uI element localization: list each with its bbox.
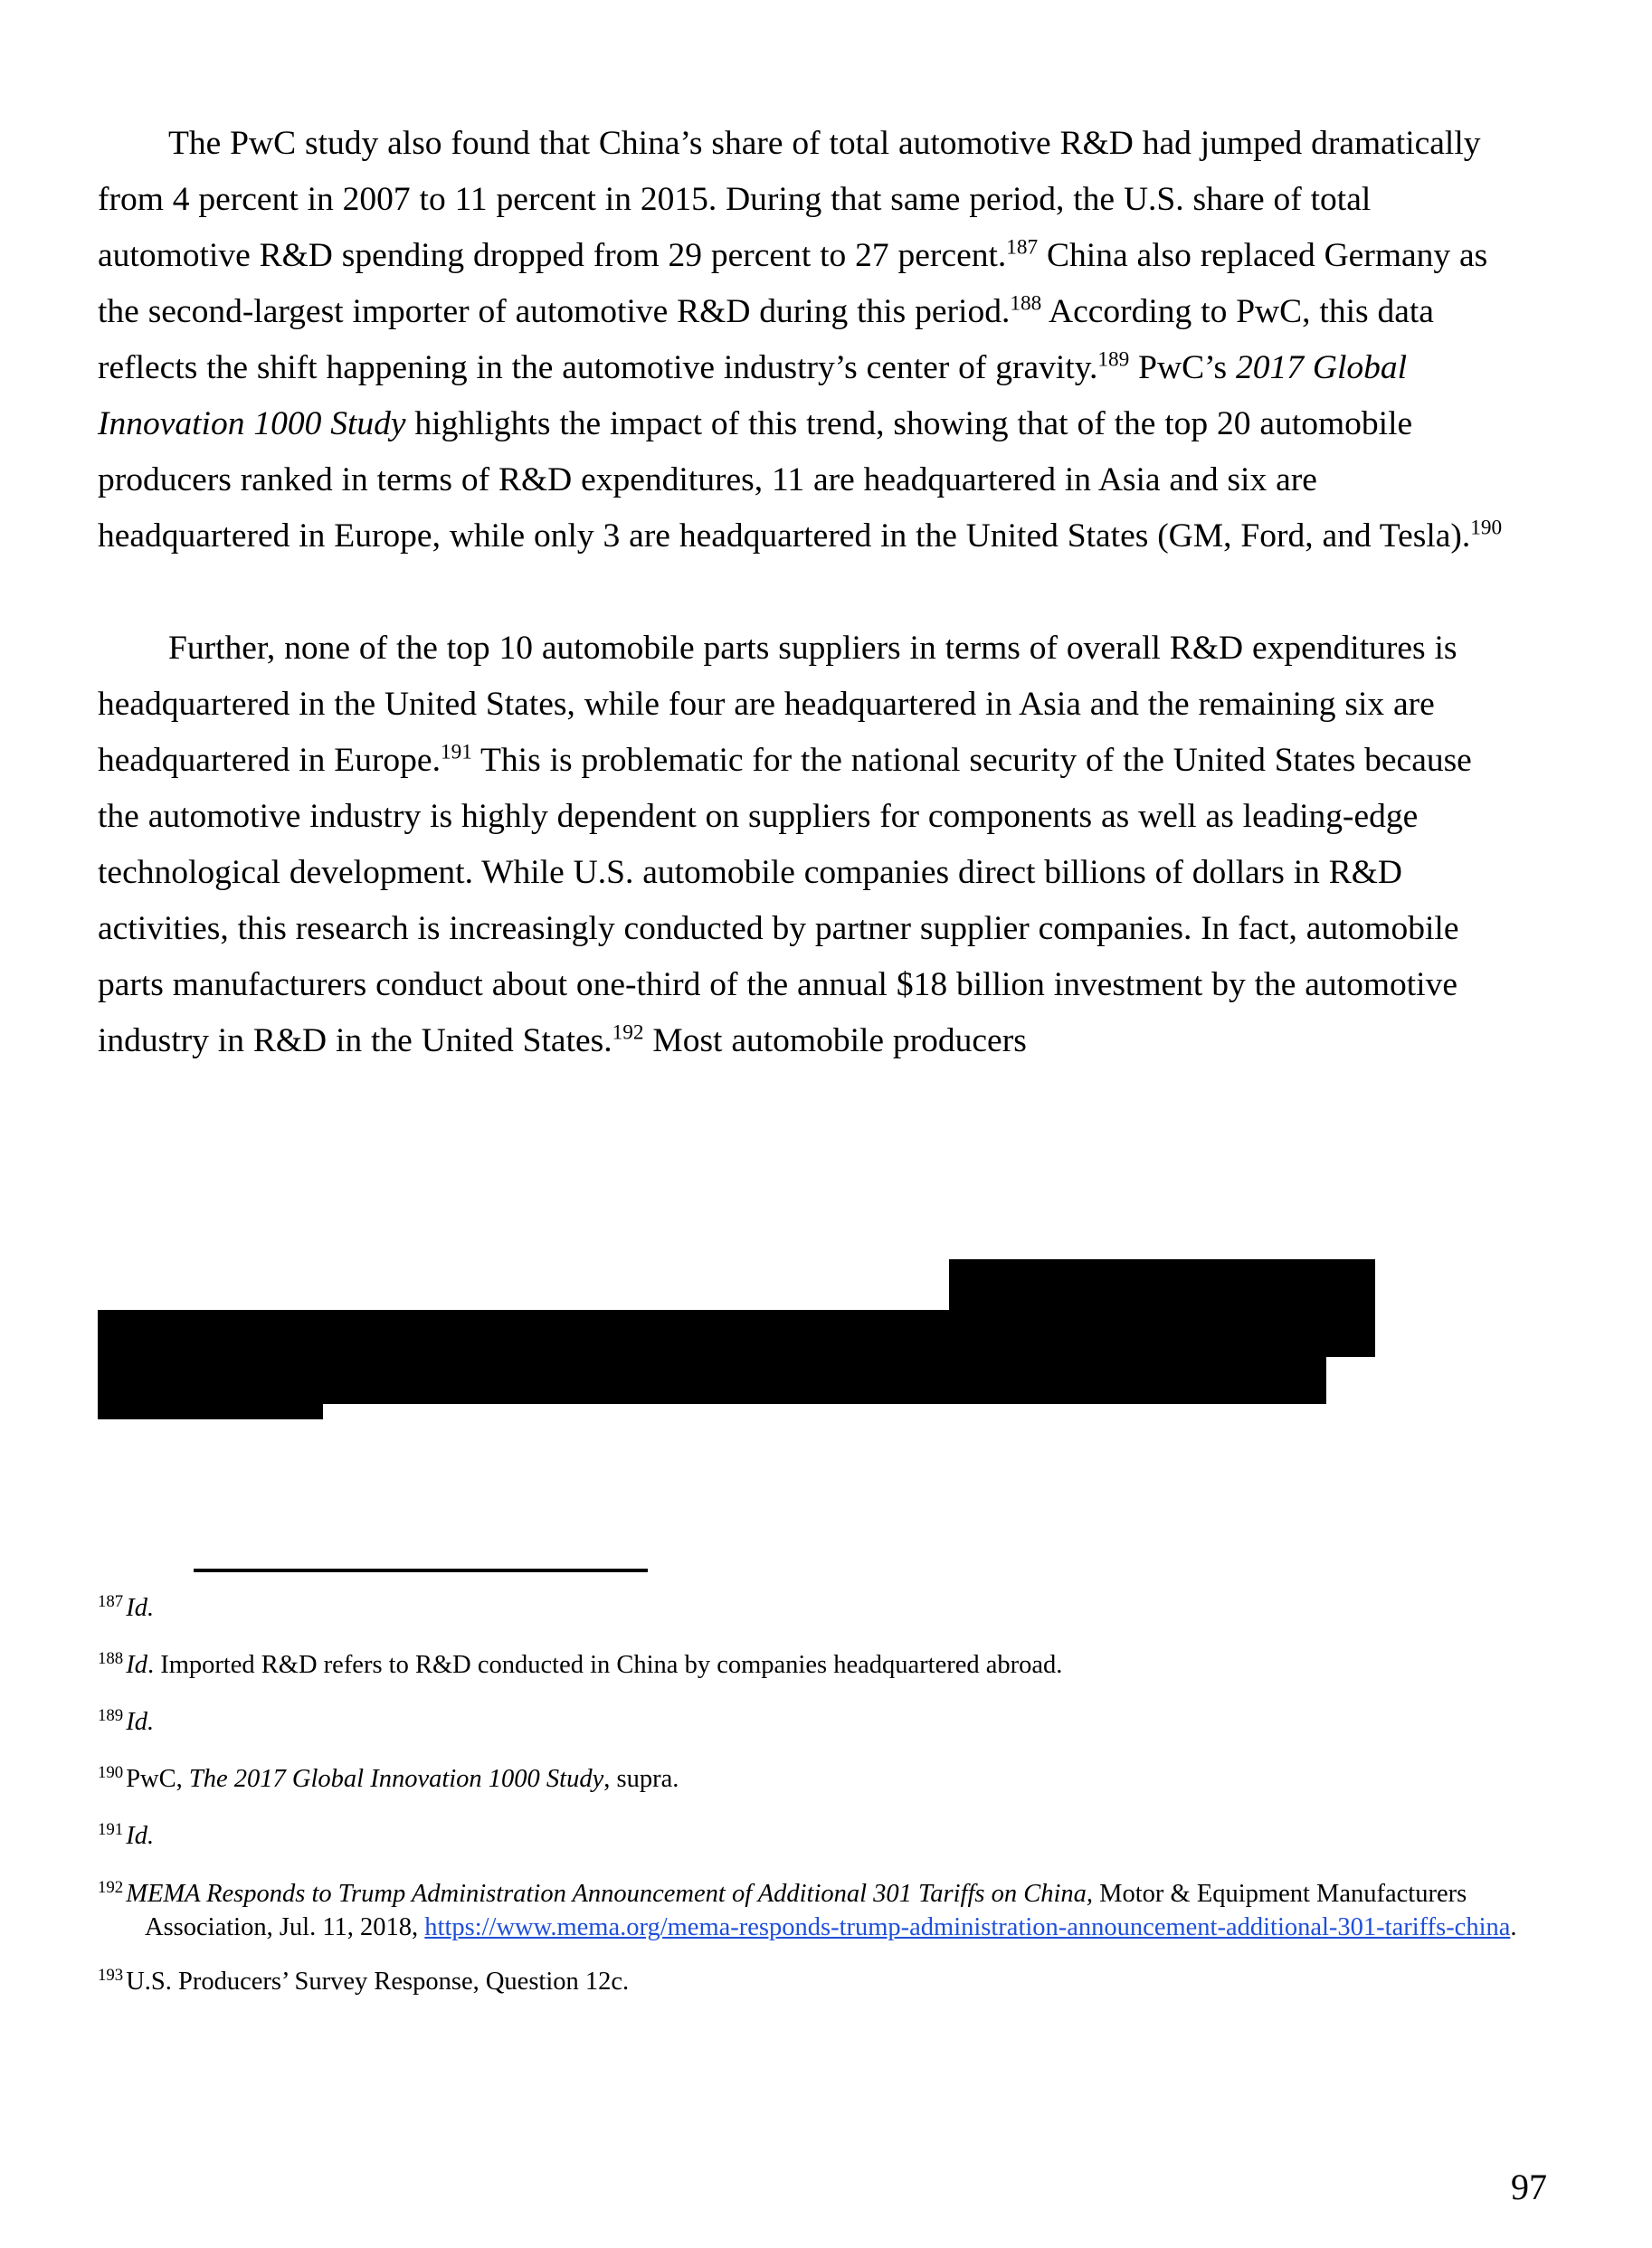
footnote-marker-190[interactable]: 190 — [1470, 516, 1503, 540]
paragraph-1 — [98, 116, 1518, 564]
paragraph-2-segment-3: Most automobile producers — [643, 1022, 1027, 1059]
body-text-block — [98, 116, 1518, 1069]
footnote-190-text: , supra. — [603, 1765, 679, 1793]
paragraph-2-segment-2: This is problematic for the national security of the United States because the automotive industry is highly dependent on suppliers for components as well as leading-edge technological development. While U.S. automobile companies direct billions of dollars in R&D activities, this research is increasingly conducted by partner supplier companies. In fact, automobile parts manufacturers conduct about one-third of the annual $18 billion investment by the automotive industry in R&D in the United States. — [98, 742, 1472, 1059]
footnote-number-187: 187 — [98, 1591, 124, 1611]
footnote-192-tail: . — [1510, 1913, 1517, 1941]
paragraph-1-segment-4: PwC’s — [1129, 349, 1236, 386]
footnote-193 — [98, 1966, 1527, 1998]
footnotes-section — [98, 1592, 1527, 2023]
footnote-190-lead: PwC, — [126, 1765, 189, 1793]
footnote-number-189: 189 — [98, 1705, 124, 1725]
paragraph-1-segment-5: highlights the impact of this trend, showing that of the top 20 automobile producers ranked in terms of R&D expenditures, 11 are headquartered in Asia and six are headquartered in Europe, while only 3 are headquartered in the United States (GM, Ford, and Tesla). — [98, 405, 1471, 555]
paragraph-1-segment-1: The PwC study also found that China’s share of total automotive R&D had jumped dramatically from 4 percent in 2007 to 11 percent in 2015. During that same period, the U.S. share of total automotive R&D spending dropped from 29 percent to 27 percent. — [98, 125, 1481, 274]
footnote-marker-187[interactable]: 187 — [1006, 235, 1039, 260]
footnote-192-text: Motor & Equipment Manufacturers Association, Jul. 11, 2018, — [145, 1880, 1467, 1941]
redaction-bar-line-1 — [949, 1259, 1375, 1310]
footnote-192-italic-title: MEMA Responds to Trump Administration Announcement of Additional 301 Tariffs on China, — [126, 1880, 1094, 1908]
footnote-192 — [98, 1877, 1527, 1944]
paragraph-2 — [98, 621, 1518, 1069]
page-number: 97 — [1511, 2167, 1547, 2207]
footnote-188-text: . Imported R&D refers to R&D conducted in China by companies headquartered abroad. — [147, 1651, 1063, 1679]
footnote-number-188: 188 — [98, 1648, 124, 1668]
footnote-193-text: U.S. Producers’ Survey Response, Question 12c. — [126, 1968, 630, 1996]
footnote-188 — [98, 1649, 1527, 1682]
study-title-italic: 2017 Global Innovation 1000 Study — [98, 349, 1408, 442]
footnote-187-italic: Id. — [126, 1594, 155, 1622]
paragraph-1-segment-2: China also replaced Germany as the second-largest importer of automotive R&D during this period. — [98, 237, 1488, 330]
footnote-number-190: 190 — [98, 1762, 124, 1782]
redaction-bar-line-4 — [98, 1357, 323, 1419]
paragraph-1-segment-3: According to PwC, this data reflects the shift happening in the automotive industry’s center of gravity. — [98, 293, 1434, 386]
footnote-marker-191[interactable]: 191 — [440, 740, 472, 764]
footnote-190-italic-title: The 2017 Global Innovation 1000 Study — [188, 1765, 604, 1793]
footnote-189 — [98, 1706, 1527, 1739]
footnote-number-192: 192 — [98, 1877, 124, 1897]
paragraph-2-segment-1: Further, none of the top 10 automobile parts suppliers in terms of overall R&D expenditures is headquartered in the United States, while four are headquartered in Asia and the remaining six are headquartered in Europe. — [98, 630, 1457, 779]
footnote-marker-192[interactable]: 192 — [612, 1020, 644, 1045]
footnote-190 — [98, 1763, 1527, 1796]
footnote-marker-189[interactable]: 189 — [1097, 347, 1130, 372]
footnote-187 — [98, 1592, 1527, 1625]
footnote-number-191: 191 — [98, 1819, 124, 1839]
footnote-191-italic: Id. — [126, 1822, 155, 1850]
footnote-189-italic: Id. — [126, 1708, 155, 1736]
footnote-marker-188[interactable]: 188 — [1010, 291, 1042, 316]
footnote-188-italic: Id — [126, 1651, 147, 1679]
redaction-bar-line-2 — [98, 1310, 1375, 1357]
footnote-191 — [98, 1820, 1527, 1853]
footnote-marker-193[interactable]: 193 — [336, 1380, 373, 1407]
mema-link[interactable]: https://www.mema.org/mema-responds-trump-administration-announcement-additional-301-tariffs-china — [424, 1913, 1511, 1941]
footnote-number-193: 193 — [98, 1965, 124, 1985]
footnote-separator-rule — [194, 1569, 648, 1572]
